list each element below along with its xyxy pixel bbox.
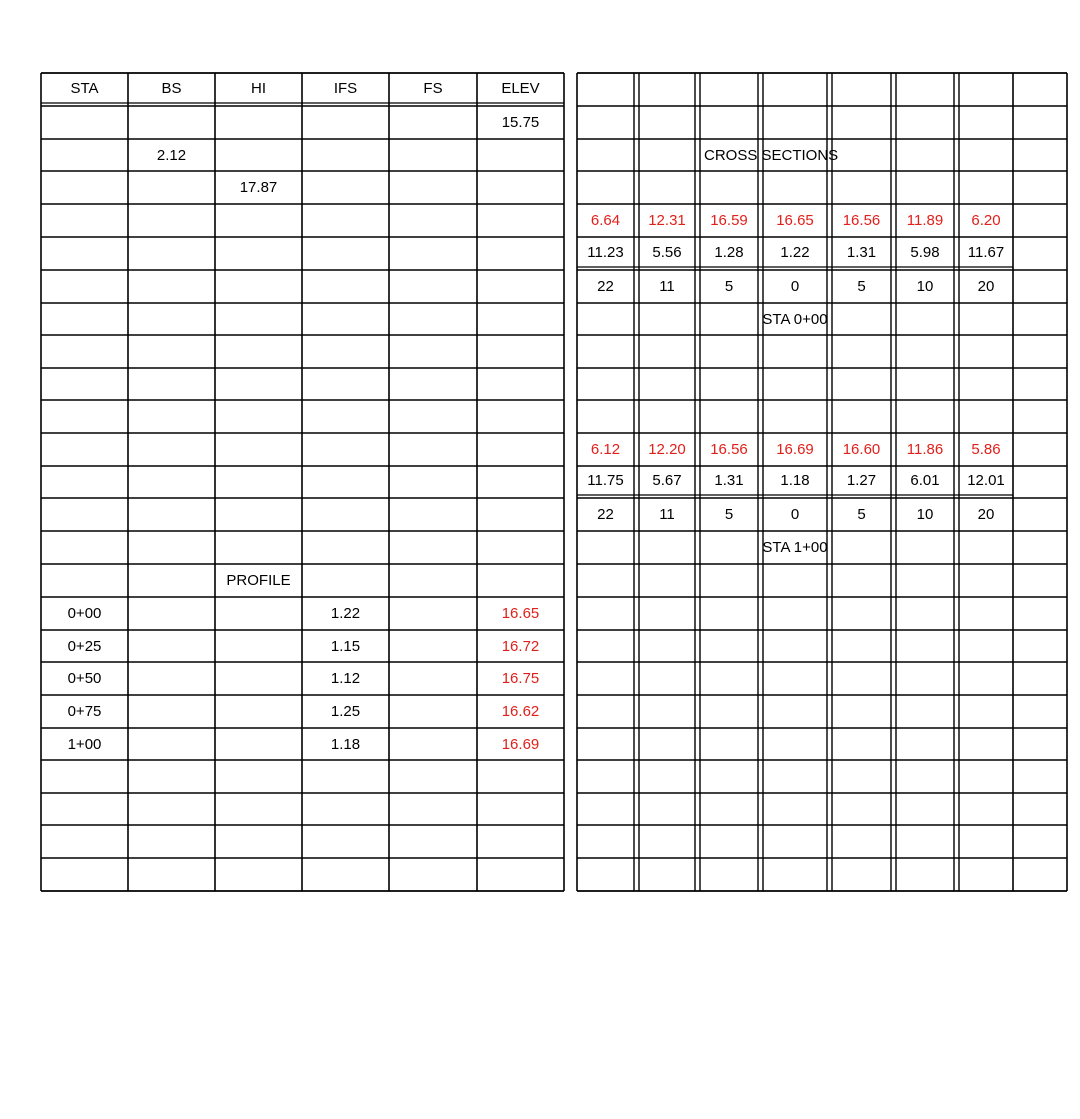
- elevation-value: 6.12: [590, 441, 621, 458]
- elevation-value: 16.56: [842, 212, 881, 229]
- elevation-value: 5.86: [971, 441, 1001, 458]
- rod-reading-value: 11.23: [587, 243, 624, 261]
- level-book-cell: 0+50: [67, 670, 102, 687]
- elevation-value: 11.89: [906, 212, 944, 229]
- rod-reading-value: 1.27: [846, 472, 877, 489]
- cross-sections-title: CROSS SECTIONS: [704, 146, 839, 164]
- rod-reading-value: 5.67: [652, 472, 682, 489]
- header-ifs: IFS: [333, 79, 358, 97]
- offset-value: 0: [790, 278, 800, 295]
- level-book-cell: 2.12: [156, 146, 187, 164]
- rod-reading-value: 11.75: [587, 472, 624, 489]
- rod-reading-value: 11.67: [967, 243, 1005, 261]
- offset-value: 22: [597, 278, 614, 295]
- level-book-cell: 1.18: [330, 735, 361, 753]
- rod-reading-value: 1.18: [780, 472, 810, 489]
- level-book-cell: 1.15: [330, 637, 361, 655]
- level-book-cell: 17.87: [239, 179, 278, 196]
- elevation-value: 16.65: [776, 212, 814, 229]
- level-book-cell: 0+75: [67, 703, 102, 720]
- offset-value: 0: [790, 506, 800, 523]
- offset-value: 11: [659, 278, 675, 295]
- header-sta: STA: [70, 79, 99, 97]
- level-book-cell: 16.65: [501, 605, 540, 622]
- level-book-cell: PROFILE: [226, 572, 291, 589]
- elevation-value: 16.60: [842, 441, 881, 458]
- elevation-value: 16.69: [776, 441, 814, 458]
- elevation-value: 16.56: [710, 441, 748, 458]
- level-book-cell: 1.25: [330, 703, 361, 720]
- level-book-cell: 1.22: [330, 605, 361, 622]
- level-book-cell: 15.75: [501, 114, 540, 131]
- offset-value: 10: [916, 278, 934, 295]
- header-fs: FS: [423, 79, 443, 97]
- level-book-cell: 0+25: [67, 637, 102, 655]
- rod-reading-value: 1.28: [714, 243, 744, 261]
- offset-value: 20: [977, 278, 995, 295]
- rod-reading-value: 5.56: [652, 243, 682, 261]
- elevation-value: 6.64: [590, 212, 621, 229]
- rod-reading-value: 1.22: [780, 243, 810, 261]
- level-book-cell: 16.69: [501, 735, 540, 753]
- rod-reading-value: 1.31: [714, 472, 744, 489]
- level-book-cell: 16.62: [501, 703, 540, 720]
- rod-reading-value: 12.01: [967, 472, 1005, 489]
- level-book-cell: 0+00: [67, 605, 102, 622]
- offset-value: 11: [659, 506, 675, 523]
- elevation-value: 16.59: [710, 212, 748, 229]
- elevation-value: 12.31: [648, 212, 686, 229]
- elevation-value: 12.20: [648, 441, 686, 458]
- offset-value: 5: [857, 506, 866, 523]
- level-book-cell: 1.12: [330, 670, 361, 687]
- level-book-cell: 16.75: [501, 670, 540, 687]
- elevation-value: 6.20: [971, 212, 1001, 229]
- station-label: STA 1+00: [762, 539, 828, 556]
- rod-reading-value: 1.31: [846, 243, 877, 261]
- rod-reading-value: 5.98: [910, 243, 940, 261]
- offset-value: 5: [724, 506, 734, 523]
- level-book-cell: 1+00: [67, 735, 102, 753]
- level-book-cell: 16.72: [501, 637, 540, 655]
- station-label: STA 0+00: [762, 310, 828, 328]
- rod-reading-value: 6.01: [910, 472, 940, 489]
- elevation-value: 11.86: [906, 441, 944, 458]
- header-hi: HI: [251, 79, 266, 97]
- offset-value: 20: [977, 506, 995, 523]
- offset-value: 22: [597, 506, 614, 523]
- header-bs: BS: [161, 79, 182, 97]
- offset-value: 5: [724, 278, 734, 295]
- header-elev: ELEV: [501, 79, 540, 97]
- offset-value: 5: [857, 278, 866, 295]
- offset-value: 10: [916, 506, 934, 523]
